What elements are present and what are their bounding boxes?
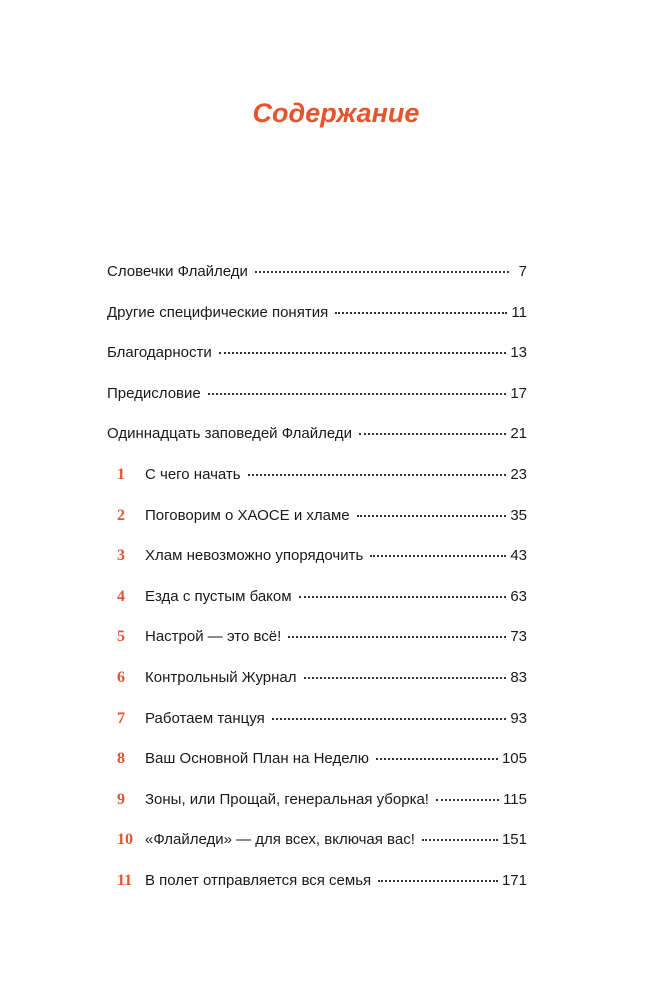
entry-title: В полет отправляется вся семья [145, 871, 372, 889]
page-number: 115 [503, 790, 527, 808]
dot-leader [208, 379, 507, 395]
entry-title: «Флайледи» — для всех, включая вас! [145, 831, 415, 849]
toc-entry[interactable] [107, 868, 527, 909]
chapter-number: 2 [117, 506, 125, 524]
toc-entry[interactable] [107, 827, 527, 868]
dot-leader [255, 257, 509, 273]
page-number: 151 [501, 831, 527, 849]
toc-entry[interactable] [107, 584, 527, 625]
chapter-number: 9 [117, 790, 125, 808]
entry-title: Зоны, или Прощай, генеральная уборка! [145, 790, 429, 808]
chapter-number: 6 [117, 668, 125, 686]
page-number: 171 [501, 871, 527, 889]
page-number: 93 [510, 709, 527, 727]
page-number: 7 [518, 263, 527, 280]
toc-entry[interactable] [107, 503, 527, 544]
dot-leader [378, 866, 498, 882]
entry-title: Поговорим о ХАОСЕ и хламе [145, 506, 350, 524]
chapter-number: 5 [117, 628, 125, 646]
dot-leader [219, 338, 507, 354]
toc-entry[interactable] [107, 381, 527, 422]
toc-entry[interactable] [107, 706, 527, 747]
entry-title: С чего начать [145, 465, 241, 483]
dot-leader [299, 582, 507, 598]
page-number: 43 [510, 547, 527, 565]
page-number: 13 [510, 344, 527, 362]
chapter-number: 1 [117, 465, 125, 483]
table-of-contents [107, 259, 527, 909]
chapter-number: 10 [117, 831, 133, 849]
dot-leader [304, 663, 507, 679]
page-number: 83 [510, 668, 527, 686]
toc-entry[interactable] [107, 624, 527, 665]
dot-leader [370, 541, 506, 557]
chapter-number: 11 [117, 871, 133, 889]
toc-entry[interactable] [107, 259, 527, 300]
entry-title: Работаем танцуя [145, 709, 265, 727]
chapter-number: 3 [117, 547, 125, 565]
chapter-number: 4 [117, 587, 125, 605]
page-number: 63 [510, 587, 527, 605]
toc-entry[interactable] [107, 340, 527, 381]
dot-leader [359, 419, 506, 435]
chapter-number: 8 [117, 750, 125, 768]
page-number: 105 [501, 750, 527, 768]
dot-leader [248, 460, 507, 476]
page-number: 35 [510, 506, 527, 524]
toc-entry[interactable] [107, 746, 527, 787]
chapter-number: 7 [117, 709, 125, 727]
entry-title: Контрольный Журнал [145, 668, 297, 686]
entry-title: Настрой — это всё! [145, 628, 282, 646]
page-number: 17 [510, 384, 527, 402]
dot-leader [436, 785, 499, 801]
dot-leader [335, 298, 507, 314]
page-number: 11 [511, 303, 527, 321]
entry-title: Благодарности [107, 344, 212, 362]
entry-title: Одиннадцать заповедей Флайледи [107, 425, 353, 443]
dot-leader [288, 622, 506, 638]
toc-entry[interactable] [107, 421, 527, 462]
page-number: 21 [510, 425, 527, 443]
toc-entry[interactable] [107, 787, 527, 828]
dot-leader [272, 704, 507, 720]
entry-title: Хлам невозможно упорядочить [145, 547, 364, 565]
page-number: 73 [510, 628, 527, 646]
dot-leader [357, 501, 507, 517]
toc-entry[interactable] [107, 300, 527, 341]
dot-leader [422, 825, 498, 841]
entry-title: Ваш Основной План на Неделю [145, 750, 370, 768]
entry-title: Езда с пустым баком [145, 587, 292, 605]
toc-entry[interactable] [107, 665, 527, 706]
page-title: Содержание [252, 98, 420, 128]
entry-title: Словечки Флайледи [107, 263, 248, 280]
page-number: 23 [510, 465, 527, 483]
entry-title: Предисловие [107, 384, 201, 402]
toc-entry[interactable] [107, 543, 527, 584]
toc-entry[interactable] [107, 462, 527, 503]
dot-leader [376, 744, 498, 760]
entry-title: Другие специфические понятия [107, 303, 329, 321]
